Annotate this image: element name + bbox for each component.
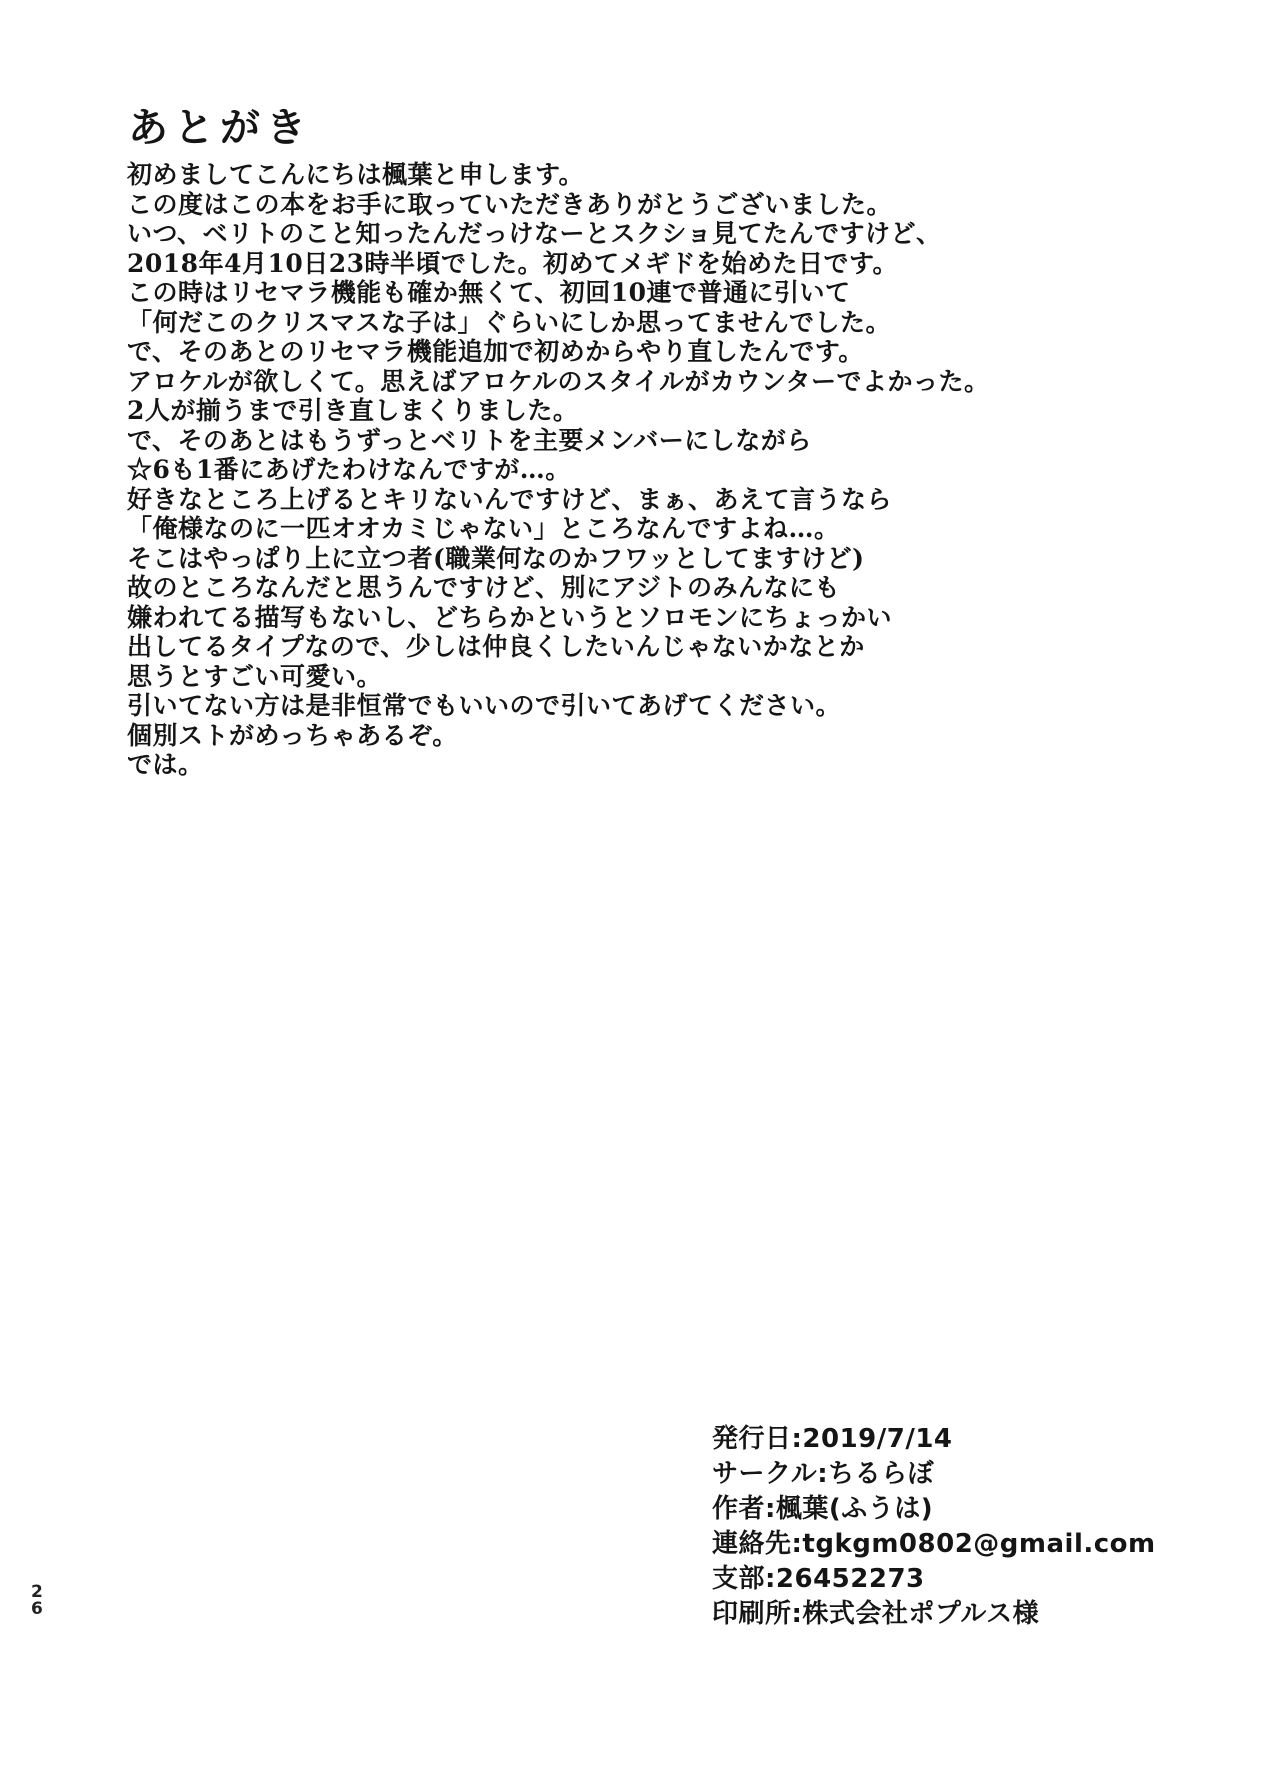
body-line: 思うとすごい可愛い。: [127, 661, 383, 691]
body-line: 嫌われてる描写もないし、どちらかというとソロモンにちょっかい: [127, 602, 893, 632]
colophon-contact-email: 連絡先:tgkgm0802@gmail.com: [712, 1529, 1156, 1559]
colophon-circle: サークル:ちるらぼ: [712, 1459, 935, 1489]
body-line: 個別ストがめっちゃあるぞ。: [127, 720, 458, 750]
colophon-pixiv-id: 支部:26452273: [712, 1564, 925, 1594]
body-line: 2人が揃うまで引き直しまくりました。: [127, 396, 579, 425]
body-line: では。: [127, 750, 204, 779]
body-line: 故のところなんだと思うんですけど、別にアジトのみんなにも: [127, 573, 841, 602]
body-line: 引いてない方は是非恒常でもいいので引いてあげてください。: [127, 691, 842, 720]
colophon: [712, 1422, 1156, 1632]
page-number: [31, 1584, 43, 1618]
body-line: 「何だこのクリスマスな子は」ぐらいにしか思ってませんでした。: [127, 307, 892, 337]
colophon-printer: 印刷所:株式会社ポプルス様: [712, 1599, 1040, 1629]
body-line: で、そのあとはもうずっとベリトを主要メンバーにしながら: [127, 425, 812, 455]
body-line: いつ、ベリトのこと知ったんだっけなーとスクショ見てたんですけど、: [127, 219, 942, 248]
body-line: この時はリセマラ機能も確か無くて、初回10連で普通に引いて: [127, 278, 851, 307]
afterword-body: [127, 160, 990, 780]
body-line: そこはやっぱり上に立つ者(職業何なのかフワッとしてますけど): [127, 543, 865, 573]
page-number-digit: 2: [31, 1582, 43, 1602]
colophon-publish-date: 発行日:2019/7/14: [712, 1424, 953, 1454]
body-line: アロケルが欲しくて。思えばアロケルのスタイルがカウンターでよかった。: [127, 366, 990, 396]
body-line: で、そのあとのリセマラ機能追加で初めからやり直したんです。: [127, 337, 864, 366]
body-line: ☆6も1番にあげたわけなんですが…。: [127, 455, 571, 484]
body-line: 出してるタイプなので、少しは仲良くしたいんじゃないかなとか: [127, 632, 865, 661]
body-line: 初めましてこんにちは楓葉と申します。: [127, 160, 585, 189]
body-line: この度はこの本をお手に取っていただきありがとうございました。: [127, 189, 893, 219]
body-line: 好きなところ上げるとキリないんですけど、まぁ、あえて言うなら: [127, 484, 893, 514]
page-title: あとがき: [128, 104, 312, 151]
body-line: 2018年4月10日23時半頃でした。初めてメギドを始めた日です。: [127, 248, 899, 278]
page-number-digit: 6: [31, 1599, 43, 1619]
colophon-author: 作者:楓葉(ふうは): [712, 1494, 934, 1524]
body-line: 「俺様なのに一匹オオカミじゃない」ところなんですよね…。: [127, 514, 840, 543]
